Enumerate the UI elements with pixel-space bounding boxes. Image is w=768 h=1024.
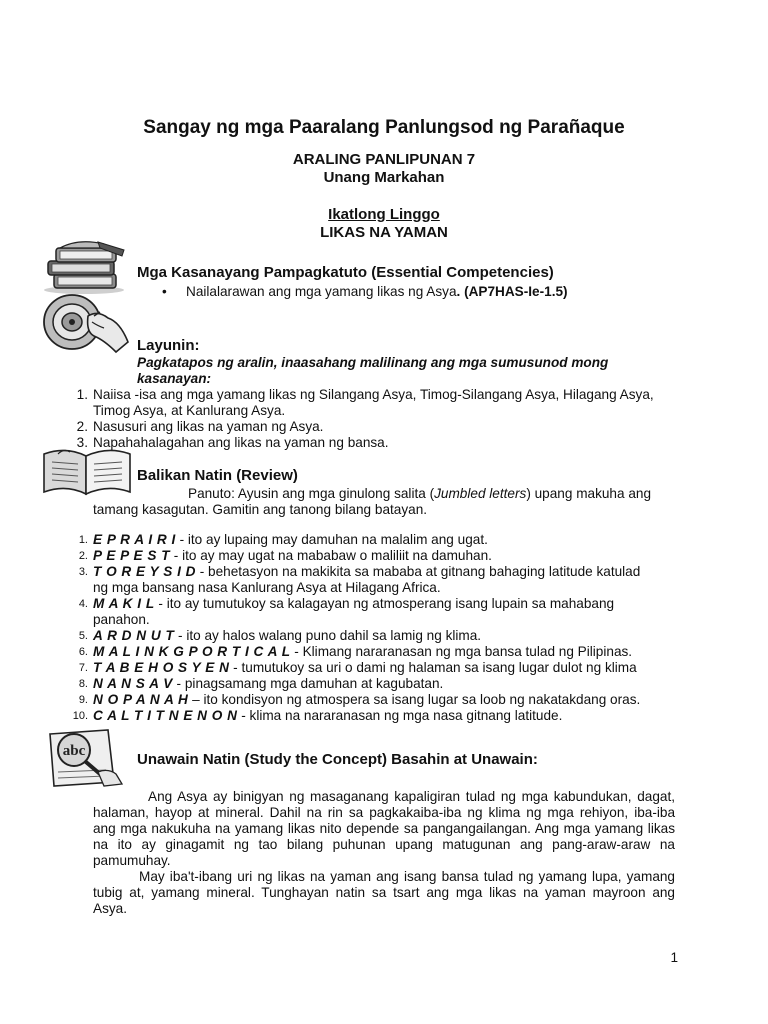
review-instr-a: Panuto: Ayusin ang mga ginulong salita ( — [188, 486, 435, 501]
jumbled-num: 4. — [78, 598, 88, 610]
concept-para1-line: ang mga nakukuha na yamang likas nito depende sa pangangailangan. Ang mga yamang likas — [93, 821, 675, 836]
jumbled-desc: - klima na nararanasan ng mga nasa gitnang latitude. — [237, 708, 563, 723]
jumbled-num: 7. — [78, 662, 88, 674]
jumbled-word: T A B E H O S Y E N — [93, 660, 230, 675]
target-icon — [38, 292, 134, 354]
concept-para1-line: pamumuhay. — [93, 853, 171, 868]
jumbled-num: 5. — [78, 630, 88, 642]
concept-para1-line: na ito ay ginagamit ng tao bilang puhunan upang matugunan ang pang-araw-araw na — [93, 837, 675, 852]
week-title: Ikatlong Linggo — [328, 206, 440, 223]
jumbled-words-list — [72, 532, 675, 724]
jumbled-num: 1. — [78, 534, 88, 546]
review-instr-line2: tamang kasagutan. Gamitin ang tanong bilang batayan. — [93, 502, 428, 517]
jumbled-desc: - ito ay may ugat na mababaw o maliliit na damuhan. — [170, 548, 492, 563]
objectives-intro — [137, 355, 608, 387]
jumbled-word: A R D N U T — [93, 628, 175, 643]
concept-title: Unawain Natin (Study the Concept) Basahin at Unawain: — [137, 751, 538, 768]
review-instructions — [93, 486, 675, 518]
jumbled-item — [78, 564, 675, 596]
jumbled-item — [72, 708, 675, 724]
jumbled-word: M A L I N K G P O R T I C A L — [93, 644, 291, 659]
topic-title: LIKAS NA YAMAN — [320, 224, 448, 241]
svg-text:abc: abc — [62, 743, 86, 759]
jumbled-item — [78, 644, 675, 660]
division-title: Sangay ng mga Paaralang Panlungsod ng Parañaque — [143, 117, 625, 138]
jumbled-desc: - ito ay halos walang puno dahil sa lamig ng klima. — [174, 628, 482, 643]
concept-para1-line: halaman, hayop at mineral. Dahil na rin sa pagkakaiba-iba ng klima ng mga rehiyon, iba-iba — [93, 805, 675, 820]
concept-para1 — [93, 789, 675, 869]
objective-num: 2. — [76, 419, 88, 434]
jumbled-word: P E P E S T — [93, 548, 171, 563]
jumbled-num: 10. — [72, 710, 88, 722]
jumbled-item — [78, 548, 675, 564]
jumbled-item — [78, 660, 675, 676]
jumbled-desc: - pinagsamang mga damuhan at kagubatan. — [172, 676, 444, 691]
competencies-title: Mga Kasanayang Pampagkatuto (Essential Competencies) — [137, 264, 554, 281]
jumbled-desc: - ito ay tumutukoy sa kalagayan ng atmosperang isang lupain sa mahabang — [154, 596, 615, 611]
abc-magnifier-icon — [42, 728, 126, 788]
jumbled-num: 9. — [78, 694, 88, 706]
objective-item — [76, 419, 678, 435]
objective-num: 1. — [76, 387, 88, 402]
jumbled-desc: - tumutukoy sa uri o dami ng halaman sa isang lugar dulot ng klima — [229, 660, 637, 675]
objectives-title: Layunin: — [137, 337, 200, 354]
objective-text: Napahahalagahan ang likas na yaman ng bansa. — [93, 435, 389, 450]
objective-item — [76, 387, 678, 419]
review-instr-em: Jumbled letters — [434, 486, 527, 501]
jumbled-word: M A K I L — [93, 596, 155, 611]
objectives-intro-line1: Pagkatapos ng aralin, inaasahang malilinang ang mga sumusunod mong — [137, 355, 609, 370]
concept-para2-line: tubig at, yamang mineral. Tunghayan natin sa tsart ang mga likas na yaman mayroon ang — [93, 885, 675, 900]
objective-text-line2: Timog Asya, at Kanlurang Asya. — [93, 403, 286, 418]
competency-text: Nailalarawan ang mga yamang likas ng Asya — [186, 284, 457, 299]
jumbled-item — [78, 676, 675, 692]
review-title: Balikan Natin (Review) — [137, 467, 298, 484]
objective-text: Nasusuri ang likas na yaman ng Asya. — [93, 419, 324, 434]
jumbled-num: 3. — [78, 566, 88, 578]
jumbled-num: 8. — [78, 678, 88, 690]
jumbled-item — [78, 692, 675, 708]
jumbled-word: C A L T I T N E N O N — [93, 708, 238, 723]
concept-para1-line: Ang Asya ay binigyan ng masaganang kapaligiran tulad ng mga kabundukan, dagat, — [148, 789, 675, 804]
concept-para2-line: Asya. — [93, 901, 127, 916]
jumbled-desc: - Klimang nararanasan ng mga bansa tulad ng Pilipinas. — [290, 644, 633, 659]
jumbled-desc: - behetasyon na makikita sa mababa at gitnang bahaging latitude katulad — [195, 564, 641, 579]
jumbled-word: N A N S A V — [93, 676, 173, 691]
jumbled-item — [78, 596, 675, 628]
jumbled-word: N O P A N A H — [93, 692, 189, 707]
jumbled-desc: - ito ay lupaing may damuhan na malalim ang ugat. — [175, 532, 488, 547]
competency-code: . (AP7HAS-Ie-1.5) — [456, 284, 568, 299]
objective-text: Naiisa -isa ang mga yamang likas ng Silangang Asya, Timog-Silangang Asya, Hilagang Asya, — [93, 387, 654, 402]
jumbled-item — [78, 628, 675, 644]
jumbled-desc-line2: panahon. — [93, 612, 150, 627]
objective-item — [76, 435, 678, 451]
concept-para2-line: May iba't-ibang uri ng likas na yaman ang isang bansa tulad ng yamang lupa, yamang — [139, 869, 675, 884]
objectives-list — [76, 387, 678, 451]
jumbled-word: T O R E Y S I D — [93, 564, 196, 579]
jumbled-item — [78, 532, 675, 548]
page-number: 1 — [670, 950, 678, 965]
objectives-intro-line2: kasanayan: — [137, 371, 212, 386]
concept-para2 — [93, 869, 675, 917]
jumbled-num: 6. — [78, 646, 88, 658]
competency-bullet: • — [162, 284, 167, 299]
stack-of-books-icon — [38, 236, 130, 294]
objective-num: 3. — [76, 435, 88, 450]
quarter-title: Unang Markahan — [323, 169, 445, 186]
jumbled-desc-line2: ng mga bansang nasa Kanlurang Asya at Hilagang Africa. — [93, 580, 441, 595]
jumbled-word: E P R A I R I — [93, 532, 176, 547]
subject-title: ARALING PANLIPUNAN 7 — [292, 151, 476, 168]
jumbled-desc: – ito kondisyon ng atmospera sa isang lugar sa loob ng nakatakdang oras. — [188, 692, 641, 707]
review-instr-b: ) upang makuha ang — [526, 486, 652, 501]
competency-item — [186, 284, 568, 300]
jumbled-num: 2. — [78, 550, 88, 562]
